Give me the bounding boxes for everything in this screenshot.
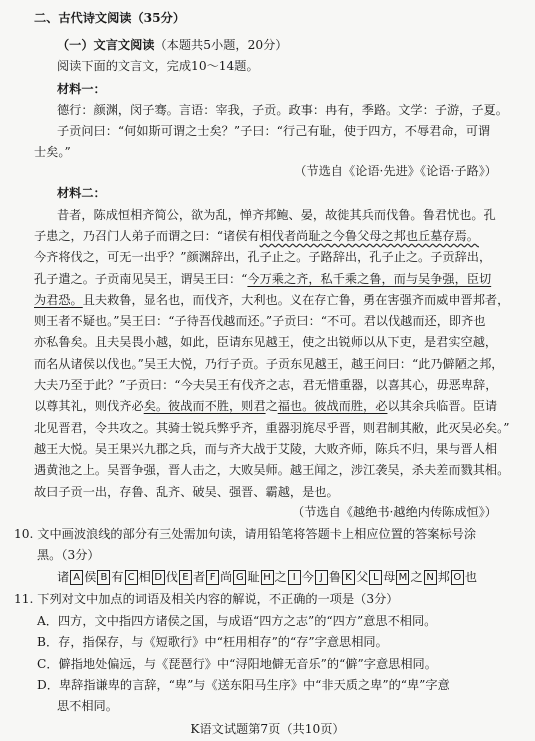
sequence-char: 耻 [247,570,260,584]
option-box-c[interactable]: C [125,570,138,585]
material2-line: 北见晋君，令共攻之。其骑士锐兵弊乎齐，重器羽旄尽乎晋，则君制其敝，此灭吴必矣。” [34,421,510,435]
option-box-k[interactable]: K [342,570,355,585]
material1-line: 子贡问曰：“何如斯可谓之士矣？”子曰：“行己有耻，使于四方，不辱君命，可谓 [57,124,491,138]
material2-line: 大夫乃至于此？”子贡曰：“今夫吴王有伐齐之志，君无惜重器，以喜其心，毋恶卑辞， [34,378,498,392]
material2-line: 越王大悦。吴王果兴九郡之兵，而与齐大战于艾陵，大败齐师，陈兵不归，果与晋人相 [34,442,498,456]
material2-source: （节选自《越绝书·越绝内传陈成恒》） [292,505,497,519]
option-box-a[interactable]: A [70,570,83,585]
sequence-char: 父 [356,570,369,584]
option-c[interactable] [37,656,437,672]
option-box-m[interactable]: M [396,570,409,585]
text-segment: 子患之，乃召门人弟子而谓之曰：“诸侯有 [34,229,260,243]
material2-line [34,228,479,244]
question-10-text-cont: 黑。（3分） [37,548,100,562]
sequence-char: 诸 [57,570,70,584]
sequence-char: 鲁 [328,570,342,584]
sequence-char: 尚 [220,570,233,584]
subsection-note: （本题共5小题，20分） [154,38,288,52]
option-letter: D． [37,678,59,692]
sequence-char: 之 [274,570,287,584]
subsection-heading [57,37,287,53]
text-segment: 之 [265,399,278,413]
material1-line: 德行：颜渊，闵子骞。言语：宰我，子贡。政事：冉有，季路。文学：子游，子夏。 [57,103,508,117]
sequence-char: 相 [138,570,151,584]
material2-line [34,398,497,414]
sequence-char: 之 [410,570,423,584]
text-segment: 孔子遣之。子贡南见吴王，谓吴王曰：“ [34,272,248,286]
text-segment: 以尊其礼，则伐齐必 [34,399,144,413]
question-stem: 下列对文中加点的词语及相关内容的解说，不正确的一项是（3分） [37,592,399,606]
option-box-e[interactable]: E [179,570,192,585]
punctuation-options [57,569,477,585]
material2-line: 而名从诸侯以伐也。”吴王大悦，乃行子贡。子贡东见越王，越王问曰：“此乃僻陋之邦， [34,357,504,371]
sequence-char: 伐 [165,570,178,584]
option-letter: B． [37,635,59,649]
option-text: 存，指保存，与《短歌行》中“枉用相存”的“存”字意思相同。 [58,635,388,649]
option-box-j[interactable]: J [315,570,328,585]
text-segment: 且夫救鲁，显名也，而伐齐，大利也。义在存亡鲁，勇在害强齐而威申晋邦者， [82,293,510,307]
question-text: 文中画波浪线的部分有三处需加句读，请用铅笔将答题卡上相应位置的答案标号涂 [37,527,477,541]
option-box-g[interactable]: G [233,570,246,585]
sequence-char: 邦 [437,570,450,584]
question-number: 10. [14,527,34,541]
option-box-i[interactable]: I [288,570,301,585]
option-box-b[interactable]: B [97,570,110,585]
page-footer: K语文试题第7页（共10页） [190,722,345,736]
underlined-text: 福也。彼战而胜，必 [277,399,388,413]
material2-label: 材料二： [57,186,106,200]
material2-line: 今齐将伐之，可无一出乎？”颜渊辞出，孔子止之。子路辞出，孔子止之。子贡辞出， [34,250,492,264]
sequence-char: 也 [464,570,477,584]
option-letter: C． [37,657,59,671]
instruction: 阅读下面的文言文，完成10～14题。 [57,59,259,73]
option-d[interactable] [37,677,450,693]
sequence-char: 有 [111,570,124,584]
question-11 [14,591,398,607]
question-number: 11. [14,592,34,606]
material1-line: 士矣。” [34,145,71,159]
material2-line: 亦私鲁矣。且夫吴畏小越，如此，臣请东见越王，使之出锐师以从下吏，是君实空越， [34,335,498,349]
option-letter: A． [37,614,58,628]
underlined-text: 矣。彼战而不胜，则君 [143,399,266,413]
option-box-o[interactable]: O [451,570,464,585]
option-box-d[interactable]: D [152,570,165,585]
underlined-text: 今万乘之齐，私千乘之鲁，而与吴争强，臣切 [247,272,492,286]
option-text: 僻指地处偏远，与《琵琶行》中“浔阳地僻无音乐”的“僻”字意思相同。 [58,657,437,671]
option-box-l[interactable]: L [369,570,382,585]
sequence-char: 母 [383,570,396,584]
sequence-char: 侯 [84,570,97,584]
option-box-h[interactable]: H [261,570,274,585]
sequence-char: 者 [192,570,206,584]
text-segment: 以其余兵临晋。臣请 [387,399,498,413]
option-b[interactable] [37,634,388,650]
material2-line [34,271,491,287]
wavy-underlined-text: 相伐者尚耻之今鲁父母之邦也丘墓存焉。 [259,229,479,243]
option-text: 卑辞指谦卑的言辞，“卑”与《送东阳马生序》中“非天质之卑”的“卑”字意 [58,678,450,692]
underlined-text: 为君恐。 [34,293,83,307]
material2-line: 昔者，陈成恒相齐简公，欲为乱，惮齐邦鲍、晏，故徙其兵而伐鲁。鲁君忧也。孔 [57,208,496,222]
material1-label: 材料一： [57,82,106,96]
material1-source: （节选自《论语·先进》《论语·子路》） [294,164,497,178]
question-10 [14,526,476,542]
option-box-f[interactable]: F [206,570,219,585]
option-text: 四方，文中指四方诸侯之国，与成语“四方之志”的“四方”意思不相同。 [58,614,437,628]
material2-line: 则王者不疑也。”吴王曰：“子待吾伐越而还。”子贡曰：“不可。君以伐越而还，即齐也 [34,314,486,328]
option-d-cont: 思不相同。 [57,699,118,713]
option-a[interactable] [37,613,436,629]
material2-line: 遇黄池之上。吴晋争强，晋人击之，大败吴师。越王闻之，涉江袭吴，杀夫差而戮其相。 [34,463,510,477]
option-box-n[interactable]: N [424,570,437,585]
material2-line: 故曰子贡一出，存鲁、乱齐、破吴、强晋、霸越，是也。 [34,485,339,499]
material2-line [34,292,509,308]
sequence-char: 今 [301,570,314,584]
section-title: 二、古代诗文阅读（35分） [34,11,186,25]
subsection-title: （一）文言文阅读 [57,38,155,52]
